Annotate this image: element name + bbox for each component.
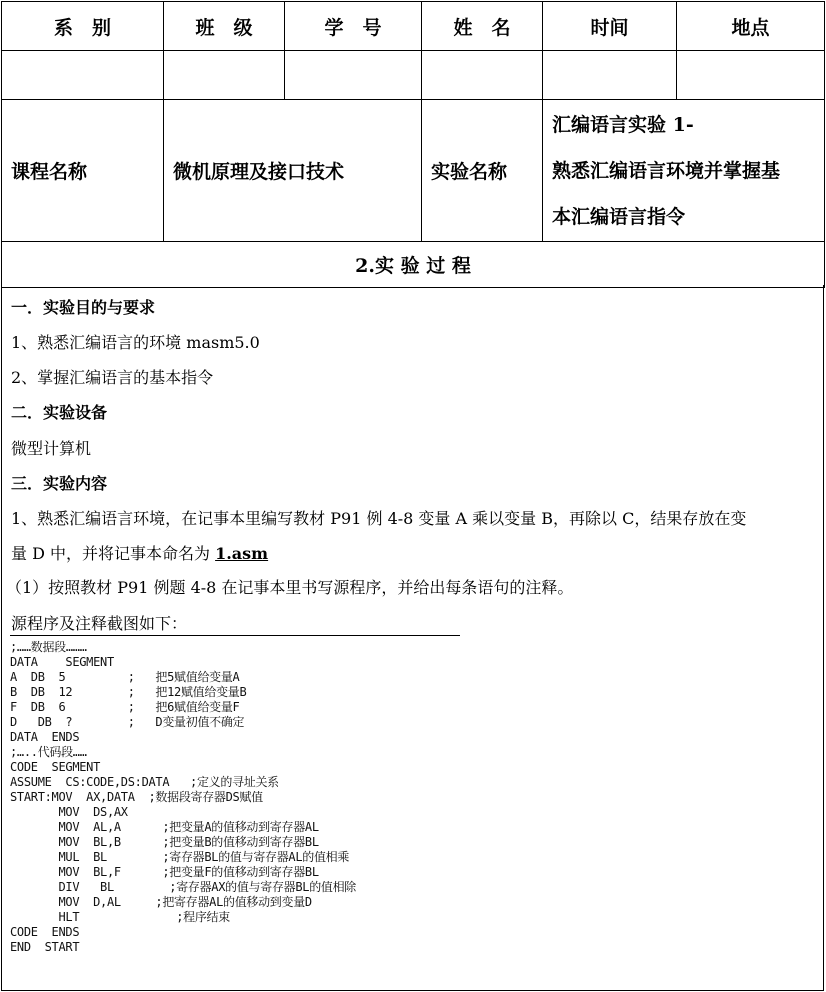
screenshot-caption: 源程序及注释截图如下： <box>11 614 188 633</box>
objective-2: 2、掌握汇编语言的基本指令 <box>11 368 214 387</box>
location-field[interactable] <box>677 51 825 100</box>
time-field[interactable] <box>543 51 677 100</box>
asm-file-name: 1.asm <box>215 544 269 563</box>
course-name-value: 微机原理及接口技术 <box>164 100 422 242</box>
code-line: D DB ? ; D变量初值不确定 <box>10 715 245 729</box>
code-line: MOV D,AL ;把寄存器AL的值移动到变量D <box>10 895 312 909</box>
student-id-field[interactable] <box>285 51 422 100</box>
equipment-text: 微型计算机 <box>11 439 92 458</box>
header-label-row <box>2 2 825 51</box>
location-label: 地点 <box>677 2 825 51</box>
code-line: ;…..代码段…… <box>10 745 87 759</box>
code-line: F DB 6 ; 把6赋值给变量F <box>10 700 240 714</box>
code-line: CODE ENDS <box>10 925 80 939</box>
time-label: 时间 <box>543 2 677 51</box>
content-item-1-text: 量 D 中，并将记事本命名为 <box>11 544 216 563</box>
code-screenshot-border <box>10 635 460 636</box>
report-header-table <box>1 1 825 288</box>
code-line: END START <box>10 940 80 954</box>
course-name-label: 课程名称 <box>2 100 164 242</box>
code-line: DATA SEGMENT <box>10 655 114 669</box>
name-field[interactable] <box>422 51 543 100</box>
code-line: MOV BL,F ;把变量F的值移动到寄存器BL <box>10 865 319 879</box>
experiment-process-body <box>1 285 824 991</box>
heading-objectives: 一．实验目的与要求 <box>11 298 156 317</box>
code-line: START:MOV AX,DATA ;数据段寄存器DS赋值 <box>10 790 263 804</box>
code-line: DIV BL ;寄存器AX的值与寄存器BL的值相除 <box>10 880 356 894</box>
code-line: ;……数据段……… <box>10 640 87 654</box>
department-label: 系 别 <box>2 2 164 51</box>
code-line: MOV AL,A ;把变量A的值移动到寄存器AL <box>10 820 319 834</box>
section-title: 2.实 验 过 程 <box>2 242 825 288</box>
experiment-name-line-1: 汇编语言实验 1- <box>552 113 694 136</box>
step-1-text: （1）按照教材 P91 例题 4-8 在记事本里书写源程序，并给出每条语句的注释。 <box>6 578 574 597</box>
objective-1: 1、熟悉汇编语言的环境 masm5.0 <box>11 333 260 352</box>
course-row <box>2 100 825 242</box>
heading-content: 三．实验内容 <box>11 474 108 493</box>
code-line: A DB 5 ; 把5赋值给变量A <box>10 670 240 684</box>
class-label: 班 级 <box>164 2 285 51</box>
name-label: 姓 名 <box>422 2 543 51</box>
code-line: CODE SEGMENT <box>10 760 101 774</box>
code-line: HLT ;程序结束 <box>10 910 230 924</box>
code-line: MOV DS,AX <box>10 805 128 819</box>
source-code-screenshot <box>10 640 356 955</box>
code-line: ASSUME CS:CODE,DS:DATA ;定义的寻址关系 <box>10 775 279 789</box>
class-field[interactable] <box>164 51 285 100</box>
experiment-name-label: 实验名称 <box>422 100 543 242</box>
content-item-1-line-1: 1、熟悉汇编语言环境，在记事本里编写教材 P91 例 4-8 变量 A 乘以变量 B，再除以 C，结果存放在变 <box>11 509 747 528</box>
experiment-name-line-3: 本汇编语言指令 <box>552 205 686 228</box>
content-item-1-line-2 <box>11 541 268 564</box>
student-id-label: 学 号 <box>285 2 422 51</box>
section-title-row <box>2 242 825 288</box>
header-value-row <box>2 51 825 100</box>
experiment-name-line-2: 熟悉汇编语言环境并掌握基 <box>552 159 781 182</box>
code-line: MUL BL ;寄存器BL的值与寄存器AL的值相乘 <box>10 850 350 864</box>
department-field[interactable] <box>2 51 164 100</box>
code-line: DATA ENDS <box>10 730 80 744</box>
experiment-name-value <box>543 100 825 242</box>
heading-equipment: 二．实验设备 <box>11 403 108 422</box>
code-line: MOV BL,B ;把变量B的值移动到寄存器BL <box>10 835 319 849</box>
code-line: B DB 12 ; 把12赋值给变量B <box>10 685 247 699</box>
